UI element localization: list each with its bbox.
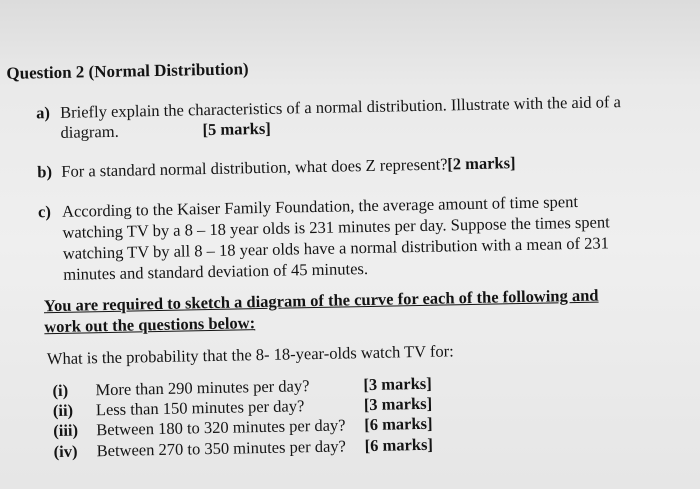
part-a-label: a) — [35, 103, 51, 123]
part-c-line4: minutes and standard deviation of 45 minutes. — [63, 258, 369, 284]
subpart-i-text: More than 290 minutes per day? — [95, 376, 310, 400]
subpart-iii-marks: [6 marks] — [364, 413, 433, 435]
probability-prompt: What is the probability that the 8- 18-year-olds watch TV for: — [46, 341, 454, 369]
subpart-ii-marks: [3 marks] — [363, 393, 433, 415]
part-b-marks: [2 marks] — [447, 153, 516, 174]
part-c-line2: watching TV by a 8 – 18 year olds is 231 minutes per day. Suppose the times spent — [62, 212, 610, 242]
subpart-iii-text: Between 180 to 320 minutes per day? — [96, 415, 346, 440]
subpart-i-num: (i) — [52, 380, 69, 401]
part-a-line2: diagram. — [60, 121, 119, 142]
part-c-line3: watching TV by all 8 – 18 year olds have a normal distribution with a mean of 231 — [62, 233, 610, 263]
part-c-line1: According to the Kaiser Family Foundation, the average amount of time spent — [61, 191, 579, 221]
subpart-iv-num: (iv) — [53, 441, 78, 462]
part-c-label: c) — [37, 202, 52, 222]
subpart-iii-num: (iii) — [53, 420, 79, 441]
subpart-iv-marks: [6 marks] — [364, 434, 434, 456]
part-b-label: b) — [37, 162, 53, 182]
part-a-marks: [5 marks] — [202, 118, 271, 140]
part-b-text: For a standard normal distribution, what does Z represent? — [61, 154, 448, 181]
instruction-line2: work out the questions below: — [44, 313, 256, 337]
subpart-i-marks: [3 marks] — [363, 373, 432, 395]
subpart-iv-text: Between 270 to 350 minutes per day? — [96, 436, 347, 461]
subpart-ii-text: Less than 150 minutes per day? — [95, 396, 305, 420]
instruction-line1: You are required to sketch a diagram of the curve for each of the following and — [43, 285, 599, 316]
question-title: Question 2 (Normal Distribution) — [6, 59, 249, 83]
part-a-line1: Briefly explain the characteristics of a normal distribution. Illustrate with the aid of a — [59, 92, 622, 122]
subpart-ii-num: (ii) — [52, 400, 74, 421]
